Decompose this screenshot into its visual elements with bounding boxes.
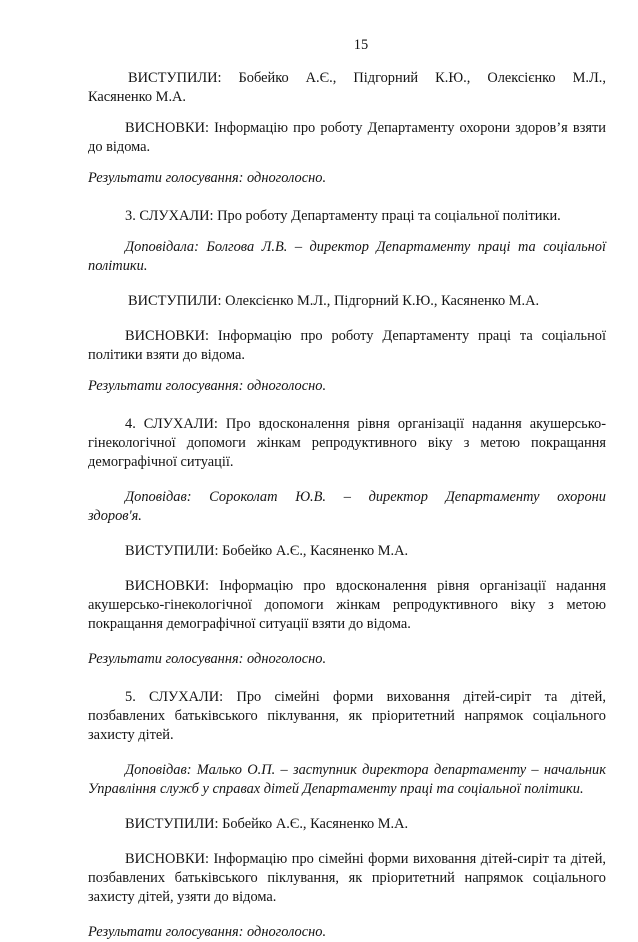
speaker-paragraph: Доповідав: Сороколат Ю.В. – директор Департаменту охорони здоров'я. xyxy=(88,489,606,524)
heard-paragraph: 3. СЛУХАЛИ: Про роботу Департаменту праці та соціальної політики. xyxy=(125,208,561,224)
conclusion-paragraph: ВИСНОВКИ: Інформацію про вдосконалення рівня організації надання акушерсько-гінекологічної допомоги жінкам репродуктивного віку з метою покращання демографічної ситуації взяти до відома. xyxy=(88,578,606,632)
voting-result: Результати голосування: одноголосно. xyxy=(88,651,327,667)
heard-paragraph: 5. СЛУХАЛИ: Про сімейні форми виховання дітей-сиріт та дітей, позбавлених батьківського піклування, як пріоритетний напрямок соціального захисту дітей. xyxy=(88,689,606,743)
heard-paragraph: 4. СЛУХАЛИ: Про вдосконалення рівня організації надання акушерсько-гінекологічної допомоги жінкам репродуктивного віку з метою покращання демографічної ситуації. xyxy=(88,416,606,470)
speakers-line: Касяненко М.А. xyxy=(88,89,187,105)
conclusion-paragraph: ВИСНОВКИ: Інформацію про роботу Департаменту праці та соціальної політики взяти до відома. xyxy=(88,328,606,363)
conclusion-paragraph: ВИСНОВКИ: Інформацію про сімейні форми виховання дітей-сиріт та дітей, позбавлених батьківського піклування, як пріоритетний напрямок соціального захисту дітей, узяти до відома. xyxy=(88,851,606,905)
speakers-paragraph: ВИСТУПИЛИ: Бобейко А.Є., Касяненко М.А. xyxy=(125,816,409,832)
voting-result: Результати голосування: одноголосно. xyxy=(88,924,327,940)
speakers-paragraph: ВИСТУПИЛИ: Олексієнко М.Л., Підгорний К.Ю., Касяненко М.А. xyxy=(128,293,540,309)
speakers-paragraph: ВИСТУПИЛИ: Бобейко А.Є., Касяненко М.А. xyxy=(125,543,409,559)
voting-result: Результати голосування: одноголосно. xyxy=(88,170,327,186)
voting-result: Результати голосування: одноголосно. xyxy=(88,378,327,394)
speaker-paragraph: Доповідала: Болгова Л.В. – директор Департаменту праці та соціальної політики. xyxy=(88,239,606,274)
speakers-line: ВИСТУПИЛИ: Бобейко А.Є., Підгорний К.Ю., Олексієнко М.Л., xyxy=(128,70,606,86)
conclusion-paragraph: ВИСНОВКИ: Інформацію про роботу Департаменту охорони здоров’я взяти до відома. xyxy=(88,120,606,155)
speakers-paragraph xyxy=(88,69,606,107)
speaker-paragraph: Доповідав: Малько О.П. – заступник директора департаменту – начальник Управління служб у справах дітей Департаменту праці та соціальної політики. xyxy=(88,762,606,797)
page-number: 15 xyxy=(353,37,369,53)
